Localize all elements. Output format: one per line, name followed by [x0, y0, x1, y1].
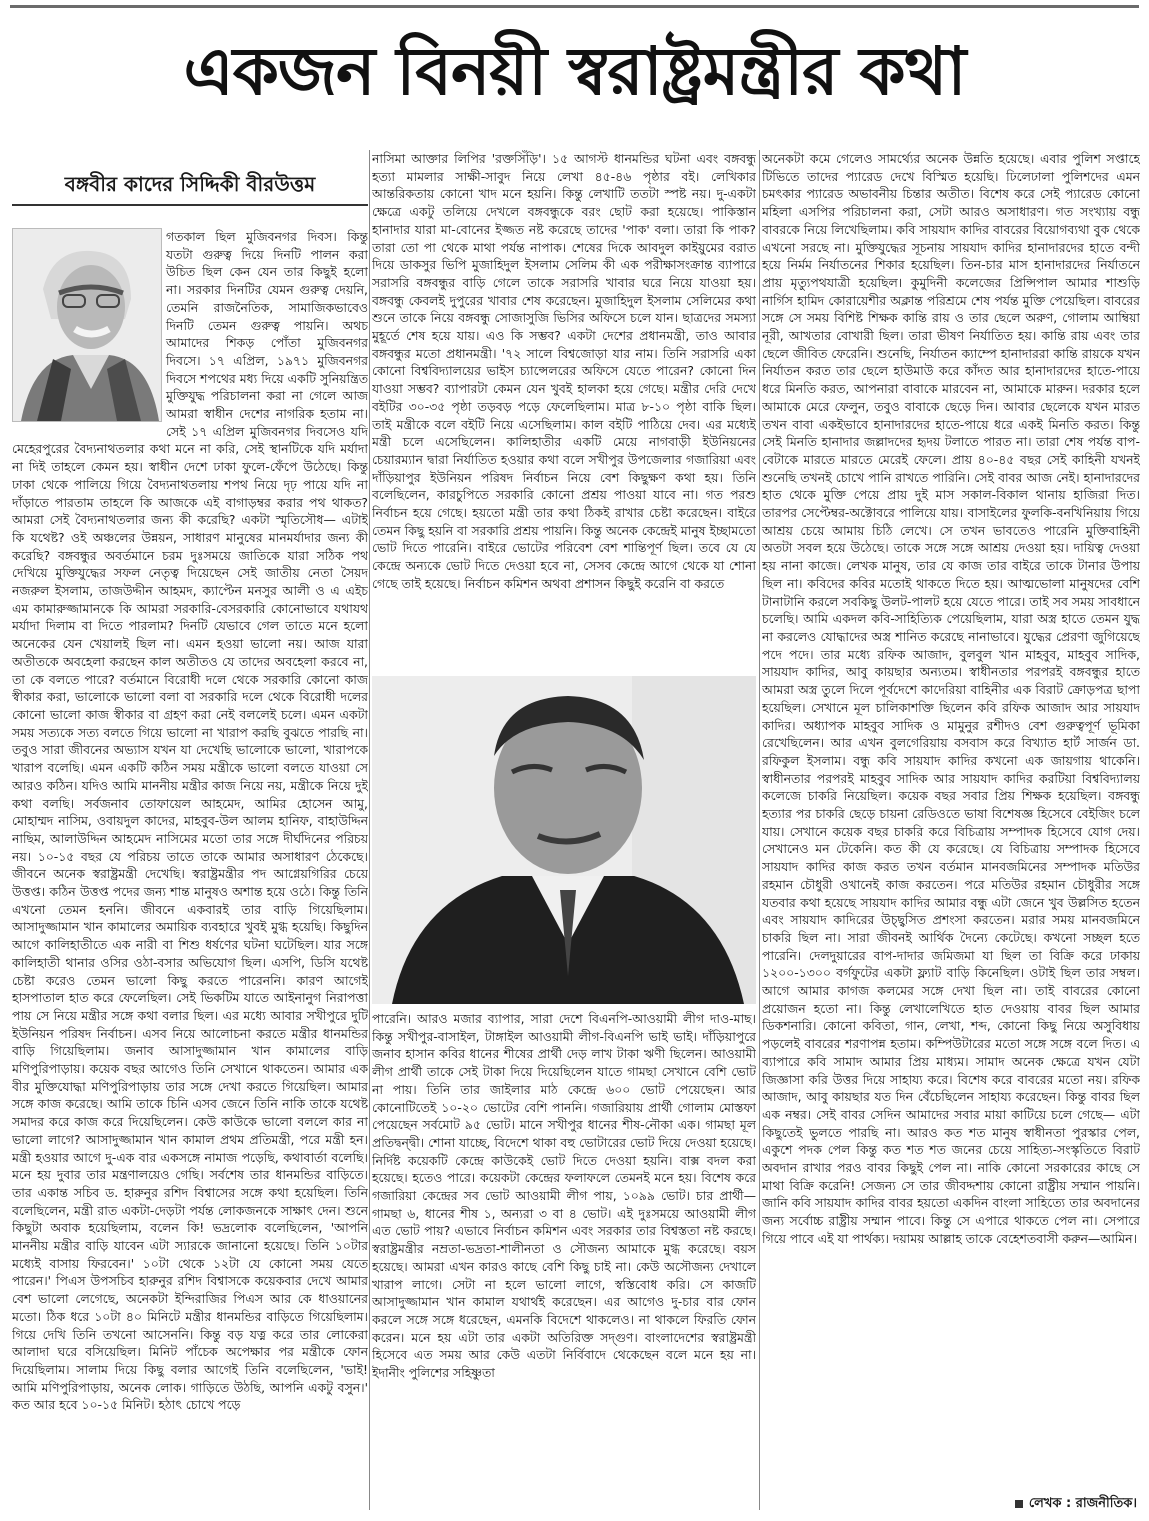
top-rule — [10, 5, 1139, 8]
article-column-3 — [762, 150, 1140, 1520]
column-1-text: গতকাল ছিল মুজিবনগর দিবস। কিন্তু যতটা গুরুত্ব দিয়ে দিনটি পালন করা উচিত ছিল কেন যেন তার কিছুই হলো না। সরকার দিনটির যেমন গুরুত্ব দেয়নি, তেমনি রাজনৈতিক, সামাজিকভাবেও দিনটি তেমন গুরুত্ব পায়নি। অথচ আমাদের শিকড় পোঁতা মুজিবনগর দিবসে। ১৭ এপ্রিল, ১৯৭১ মুজিবনগর দিবসে শপথের মধ্য দিয়ে একটি সুনিয়ন্ত্রিত মুক্তিযুদ্ধ পরিচালনা করা না গেলে আজ আমরা স্বাধীন দেশের নাগরিক হতাম না। সেই ১৭ এপ্রিল মুজিবনগর দিবসেও যদি মেহেরপুরের বৈদ্যনাথতলার কথা মনে না করি, সেই স্থানটিকে যদি মর্যাদা না দিই তাহলে কেমন হয়। স্বাধীন দেশে ঢাকা ফুলে-ফেঁপে উঠেছে। কিন্তু ঢাকা থেকে পালিয়ে গিয়ে বৈদ্যনাথতলায় শপথ নিয়ে দৃঢ় পায়ে যদি না দাঁড়াতে পারতাম তাহলে কি আজকে এই বাগাড়ম্বর করার পথ থাকত? আমরা সেই বৈদ্যনাথতলার জন্য কী করেছি? একটা স্মৃতিসৌধ— এটাই কি যথেষ্ট? ওই অঞ্চলের উন্নয়ন, সাধারণ মানুষের মানমর্যাদার জন্য কী করেছি? বঙ্গবন্ধুর অবর্তমানে চরম দুঃসময়ে জাতিকে যারা সঠিক পথ দেখিয়ে মুক্তিযুদ্ধের সফল নেতৃত্ব দিয়েছেন সেই জাতীয় নেতা সৈয়দ নজরুল ইসলাম, তাজউদ্দীন আহমদ, ক্যাপ্টেন মনসুর আলী ও এ এইচ এম কামারুজ্জামানকে কি আমরা সরকারি-বেসরকারি কোনোভাবে যথাযথ মর্যাদা দিলাম বা দিতে পারলাম? দিনটি যেভাবে গেল তাতে মনে হলো অনেকের যেন খেয়ালই ছিল না। এমন হওয়া ভালো নয়। আজ যারা অতীতকে অবহেলা করছেন কাল অতীতও যে তাদের অবহেলা করবে না, তা কে বলতে পারে? বর্তমানে বিরোধী দলে থেকে সরকারি কোনো কাজ স্বীকার করা, ভালোকে ভালো বলা বা সরকারি দলে থেকে বিরোধী দলের কোনো ভালো কাজ স্বীকার বা গ্রহণ করা নেই বললেই চলে। এমন একটা সময় সত্যকে সত্য বলতে গিয়ে ভালো না খারাপ করছি বুঝতে পারছি না। তবুও সারা জীবনের অভ্যাস যখন যা দেখেছি ভালোকে ভালো, খারাপকে খারাপ বলেছি। এমন একটি কঠিন সময় মন্ত্রীকে ভালো বলতে যাওয়া সে আরও কঠিন। যদিও আমি মাননীয় মন্ত্রীর কাজ নিয়ে নয়, মন্ত্রীকে নিয়ে দুই কথা বলছি। সর্বজনাব তোফায়েল আহমেদ, আমির হোসেন আমু, মোহাম্মদ নাসিম, ওবায়দুল কাদের, মাহবুব-উল আলম হানিফ, বাহাউদ্দিন নাছিম, আলাউদ্দিন আহমেদ নাসিমের মতো তার সঙ্গে দীর্ঘদিনের পরিচয় নয়। ১০-১৫ বছর যে পরিচয় তাতে তাকে আমার অসাধারণ ঠেকেছে। জীবনে অনেক স্বরাষ্ট্রমন্ত্রী দেখেছি। স্বরাষ্ট্রমন্ত্রীর পদ আগ্নেয়গিরির চেয়ে উত্তপ্ত। কঠিন উত্তপ্ত পদের জন্য শান্ত মানুষও অশান্ত হয়ে ওঠে। কিন্তু তিনি এখনো তেমন হননি। জীবনে একবারই তার বাড়ি গিয়েছিলাম। আসাদুজ্জামান খান কামালের অমায়িক ব্যবহারে খুবই মুগ্ধ হয়েছি। কিছুদিন আগে কালিহাতীতে এক নারী বা শিশু ধর্ষণের ঘটনা ঘটেছিল। যার সঙ্গে কালিহাতী থানার ওসির ওঠা-বসার অভিযোগ ছিল। এসপি, ডিসি যথেষ্ট চেষ্টা করেও তেমন ভালো কিছু করতে পারেননি। কারণ আগেই হাসপাতাল হাত করে ফেলেছিল। সেই ভিকটিম যাতে আইনানুগ নিরাপত্তা পায় সে নিয়ে মন্ত্রীর সঙ্গে কথা বলার ছিল। এর মধ্যে আবার সখীপুরে দুটি ইউনিয়ন পরিষদ নির্বাচন। এসব নিয়ে আলোচনা করতে মন্ত্রীর ধানমন্ডির বাড়ি গিয়েছিলাম। জনাব আসাদুজ্জামান খান কামালের বাড়ি মণিপুরিপাড়ায়। কয়েক বছর আগেও তিনি সেখানে থাকতেন। আমার এক বীর মুক্তিযোদ্ধা মণিপুরিপাড়ায় তার সঙ্গে দেখা করতে গিয়েছিল। আমার সঙ্গে কাজ করেছে। আমি তাকে চিনি এসব জেনে তিনি নাকি তাকে যথেষ্ট সমাদর করে কাজ করে দিয়েছিলেন। কেউ কাউকে ভালো বললে কার না ভালো লাগে? আসাদুজ্জামান খান কামাল প্রথম প্রতিমন্ত্রী, পরে মন্ত্রী হন। মন্ত্রী হওয়ার আগে দু-এক বার একসঙ্গে নামাজ পড়েছি, কথাবার্তা বলেছি। মনে হয় দুবার তার মন্ত্রণালয়েও গেছি। সর্বশেষ তার ধানমন্ডির বাড়িতে। তার একান্ত সচিব ড. হারুনুর রশিদ বিশ্বাসের সঙ্গে কথা হয়েছিল। তিনি বলেছিলেন, মন্ত্রী রাত একটা-দেড়টা পর্যন্ত লোকজনকে সাক্ষাৎ দেন। শুনে কিছুটা অবাক হয়েছিলাম, বলেন কি! ভদ্রলোক বলেছিলেন, 'আপনি মাননীয় মন্ত্রীর বাড়ি যাবেন এটা স্যারকে জানানো হয়েছে। তিনি ১০টার মধ্যেই বাসায় ফিরবেন।' ১০টা থেকে ১২টা যে কোনো সময় যেতে পারেন।' পিএস উপসচিব হারুনুর রশিদ বিশ্বাসকে কয়েকবার দেখে আমার বেশ ভালো লেগেছে, অনেকটা ইন্দিরাজির পিএস আর কে ধাওয়ানের মতো। ঠিক ধরে ১০টা ৪০ মিনিটে মন্ত্রীর ধানমন্ডির বাড়িতে গিয়েছিলাম। গিয়ে দেখি তিনি তখনো আসেননি। কিন্তু বড় যত্ন করে তার লোকেরা আলাদা ঘরে বসিয়েছিল। মিনিট পাঁচেক অপেক্ষার পর মন্ত্রীকে ফোন দিয়েছিলাম। সালাম দিয়ে কিছু বলার আগেই তিনি বলেছিলেন, 'ভাই! আমি মণিপুরিপাড়ায়, অনেক লোক। গাড়িতে উঠছি, আপনি একটু বসুন।' কত আর হবে ১০-১৫ মিনিট। হঠাৎ চোখে পড়ে — [12, 229, 368, 1413]
article-column-2-top — [372, 150, 756, 670]
credit-label: লেখক : — [1028, 1496, 1072, 1511]
column-divider-2 — [759, 150, 760, 1510]
article-column-2-bottom — [372, 1010, 756, 1510]
column-2-top-text: নাসিমা আক্তার লিপির 'রক্তসিঁড়ি'। ১৫ আগস্ট ধানমন্ডির ঘটনা এবং বঙ্গবন্ধু হত্যা মামলার সাক্ষী-সাবুদ নিয়ে লেখা ৪৫-৪৬ পৃষ্ঠার বই। লেখিকার আন্তরিকতায় কোনো খাদ মনে হয়নি। কিন্তু লেখাটি ততটা স্পষ্ট নয়। দু-একটা ক্ষেত্রে একটু তলিয়ে দেখলে বঙ্গবন্ধুকে বরং ছোট করা হয়েছে। পাকিস্তান হানাদার যারা মা-বোনের ইজ্জত নষ্ট করেছে তাদের 'পাক' বলা। তারা কি পাক? তারা তো পা থেকে মাথা পর্যন্ত নাপাক। শেষের দিকে আবদুল কাইয়ুমের বরাত দিয়ে ডাকসুর ভিপি মুজাহিদুল ইসলাম সেলিম কী এক পরীক্ষাসংক্রান্ত ব্যাপারে সরাসরি বঙ্গবন্ধুর বাড়ি গেলে তাকে সরাসরি খাবার ঘরে নিয়ে যাওয়া হয়। বঙ্গবন্ধু কেবলই দুপুরের খাবার শেষ করেছেন। মুজাহিদুল ইসলাম সেলিমের কথা শুনে তাকে নিয়ে বঙ্গবন্ধু সোজাসুজি ভিসির অফিসে চলে যান। ছাত্রদের সমস্যা মুহূর্তে শেষ হয়ে যায়। এও কি সম্ভব? একটা দেশের প্রধানমন্ত্রী, তাও আবার বঙ্গবন্ধুর মতো প্রধানমন্ত্রী। '৭২ সালে বিশ্বজোড়া যার নাম। তিনি সরাসরি একা কোনো বিশ্ববিদ্যালয়ের ভাইস চ্যান্সেলরের অফিসে যেতে পারেন? কোনো দিন যাওয়া সম্ভব? ব্যাপারটা কেমন যেন খুবই হালকা হয়ে গেছে। মন্ত্রীর দেরি দেখে বইটির ৩০-৩৫ পৃষ্ঠা তড়বড় পড়ে ফেলেছিলাম। মাত্র ৮-১০ পৃষ্ঠা বাকি ছিল। তাই মন্ত্রীকে বলে বইটি নিয়ে এসেছিলাম। কাল বইটি পাঠিয়ে দেব। এর মধ্যেই মন্ত্রী চলে এসেছিলেন। কালিহাতীর একটি মেয়ে নাগবাড়ী ইউনিয়নের চেয়ারম্যান দ্বারা নির্যাতিত হওয়ার কথা বলে সখীপুর উপজেলার গজারিয়া এবং দাঁড়িয়াপুর ইউনিয়ন পরিষদ নির্বাচন নিয়ে বেশ কিছুক্ষণ কথা হয়। তিনি বলেছিলেন, কারচুপিতে সরকারি কোনো প্রশ্রয় পাওয়া যাবে না। গত পরশু নির্বাচন হয়ে গেছে। হয়তো মন্ত্রী তার কথা ঠিকই রাখার চেষ্টা করেছেন। বাইরে তেমন কিছু হয়নি বা সরকারি প্রশ্রয় পায়নি। কিন্তু অনেক কেন্দ্রেই মানুষ ইচ্ছামতো ভোট দিতে পারেনি। বাইরে ভোটের পরিবেশ বেশ শান্তিপূর্ণ ছিল। তবে যে যে কেন্দ্রে অন্যকে ভোট দিতে দেওয়া হবে না, সেসব কেন্দ্রে আগে থেকে যা শোনা গেছে তাই হয়েছে। নির্বাচন কমিশন অথবা প্রশাসন কিছুই করেনি বা করতে — [372, 151, 756, 591]
column-2-bottom-text: পারেনি। আরও মজার ব্যাপার, সারা দেশে বিএনপি-আওয়ামী লীগ দাও-মাছ। কিন্তু সখীপুর-বাসাইল, টাঙ্গাইল আওয়ামী লীগ-বিএনপি ভাই ভাই। দাঁড়িয়াপুরে জনাব হাসান কবির ধানের শীষের প্রার্থী দেড় লাখ টাকা ঋণী ছিলেন। আওয়ামী লীগ প্রার্থী তাকে সেই টাকা দিয়ে দিয়েছিলেন যাতে গামছা সেখানে বেশি ভোট না পায়। তিনি তার জাইলার মাঠ কেন্দ্রে ৬০০ ভোট পেয়েছেন। আর কোনোটিতেই ১০-২০ ভোটের বেশি পাননি। গজারিয়ায় প্রার্থী গোলাম মোস্তফা পেয়েছেন সর্বমোট ৯৫ ভোট। মানে সখীপুর ধানের শীষ-নৌকা এক। গামছা মূল প্রতিদ্বন্দ্বী। শোনা যাচ্ছে, বিদেশে থাকা বহু ভোটারের ভোট দিয়ে দেওয়া হয়েছে। নির্দিষ্ট কয়েকটি কেন্দ্রে কাউকেই ভোট দিতে দেওয়া হয়নি। বাক্স বদল করা হয়েছে। হতেও পারে। কয়েকটা কেন্দ্রের ফলাফলে তেমনই মনে হয়। বিশেষ করে গজারিয়া কেন্দ্রের সব ভোট আওয়ামী লীগ পায়, ১০৯৯ ভোট। চার প্রার্থী— গামছা ৬, ধানের শীষ ১, অন্যরা ৩ বা ৪ ভোট। এই দুঃসময়ে আওয়ামী লীগ এত ভোট পায়? এভাবে নির্বাচন কমিশন এবং সরকার তার বিশ্বস্ততা নষ্ট করছে। স্বরাষ্ট্রমন্ত্রীর নম্রতা-ভদ্রতা-শালীনতা ও সৌজন্য আমাকে মুগ্ধ করেছে। বয়স হয়েছে। আমরা এখন কারও কাছে বেশি কিছু চাই না। কেউ অসৌজন্য দেখালে খারাপ লাগে। সেটা না হলে ভালো লাগে, স্বস্তিবোধ করি। সে কাজটি আসাদুজ্জামান খান কামাল যথার্থই করেছেন। এর আগেও দু-চার বার ফোন করলে সঙ্গে সঙ্গে ধরেছেন, এমনকি বিদেশে থাকলেও। না থাকলে ফিরতি ফোন করেন। মনে হয় এটা তার একটা অতিরিক্ত সদ্গুণ। বাংলাদেশের স্বরাষ্ট্রমন্ত্রী হিসেবে এত সময় আর কেউ এতটা নির্বিবাদে থেকেছেন বলে মনে হয় না। ইদানীং পুলিশের সহিষ্ণুতা — [372, 1011, 756, 1381]
author-credit — [1015, 1494, 1137, 1515]
bullet-square-icon — [1015, 1500, 1023, 1508]
column-3-text: অনেকটা কমে গেলেও সামর্থ্যের অনেক উন্নতি হয়েছে। এবার পুলিশ সপ্তাহে টিভিতে তাদের প্যারেড দেখে বিস্মিত হয়েছি। ঢিলেঢালা পুলিশদের এমন চমৎকার প্যারেড অভাবনীয় চিন্তার অতীত। বিশেষ করে সেই প্যারেড কোনো মহিলা এসপির পরিচালনা করা, সেটা আরও অসাধারণ। গত সংখ্যায় বন্ধু বাবরকে নিয়ে লিখেছিলাম। কবি সায়যাদ কাদির বাবরের বিয়োগব্যথা বুক থেকে এখনো সরছে না। মুক্তিযুদ্ধের সূচনায় সায়যাদ কাদির হানাদারদের হাতে বন্দী হয়ে নির্মম নির্যাতনের শিকার হয়েছিল। তিন-চার মাস হানাদারদের নির্যাতনে প্রায় মৃত্যুপথযাত্রী হয়েছিল। কুমুদিনী কলেজের প্রিন্সিপাল আমার শাশুড়ি নার্গিস হামিদ কোরায়েশীর অক্লান্ত পরিশ্রমে শেষ পর্যন্ত মুক্তি পেয়েছিল। বাবরের সঙ্গে সে সময় বিশিষ্ট শিক্ষক কান্তি রায় ও তার ছেলে অরুণ, গোলাম আম্বিয়া নূরী, আখতার বোখারী ছিল। তারা ভীষণ নির্যাতিত হয়। কান্তি রায় এবং তার ছেলে জীবিত ফেরেনি। শুনেছি, নির্যাতন ক্যাম্পে হানাদাররা কান্তি রায়কে যখন নির্যাতন করত তার ছেলে হাউমাউ করে কাঁদত আর হানাদারদের হাতে-পায়ে ধরে মিনতি করত, আপনারা বাবাকে মারবেন না, আমাকে মারুন। দরকার হলে আমাকে মেরে ফেলুন, তবুও বাবাকে ছেড়ে দিন। আবার ছেলেকে যখন মারত তখন বাবা একইভাবে হানাদারদের হাতে-পায়ে ধরে একই মিনতি করত। কিন্তু সেই মিনতি হানাদার জল্লাদদের হৃদয় টলাতে পারত না। তারা শেষ পর্যন্ত বাপ-বেটাকে মারতে মারতে মেরেই ফেলে। প্রায় ৪০-৪৫ বছর সেই কাহিনী যখনই শুনেছি তখনই চোখে পানি রাখতে পারিনি। সেই বাবর আজ নেই। হানাদারদের হাত থেকে মুক্তি পেয়ে প্রায় দুই মাস সকাল-বিকাল থানায় হাজিরা দিত। তারপর সেপ্টেম্বর-অক্টোবরে পালিয়ে যায়। বাসাইলের ফুলকি-বনখিনিয়ায় গিয়ে আশ্রয় চেয়ে আমায় চিঠি লেখে। সে তখন ভাবতেও পারেনি মুক্তিবাহিনী অতটা সবল হয়ে উঠেছে। তাকে সঙ্গে সঙ্গে আশ্রয় দেওয়া হয়। দায়িত্ব দেওয়া হয় নানা কাজে। লেখক মানুষ, তার যে কাজ তার বাইরে তাকে টানার উপায় ছিল না। কবিদের কবির মতোই থাকতে দিতে হয়। আত্মভোলা মানুষদের বেশি টানাটানি করলে সবকিছু উলট-পালট হয়ে যেতে পারে। তাই সব সময় সাবধানে চলেছি। আমি একদল কবি-সাহিত্যিক পেয়েছিলাম, যারা অস্ত্র হাতে তেমন যুদ্ধ না করলেও যোদ্ধাদের অস্ত্র শানিত করেছে নানাভাবে। যুদ্ধের প্রেরণা জুগিয়েছে পদে পদে। তার মধ্যে রফিক আজাদ, বুলবুল খান মাহবুব, মাহবুব সাদিক, সায়যাদ কাদির, আবু কায়ছার অন্যতম। স্বাধীনতার পরপরই বঙ্গবন্ধুর হাতে আমরা অস্ত্র তুলে দিলে পূর্বদেশে কাদেরিয়া বাহিনীর এক বিরাট ক্রোড়পত্র ছাপা হয়েছিল। সেখানে মূল চালিকাশক্তি ছিলেন কবি রফিক আজাদ আর সায়যাদ কাদির। অধ্যাপক মাহবুব সাদিক ও মামুনুর রশীদও বেশ গুরুত্বপূর্ণ ভূমিকা রেখেছিলেন। আর এখন বুলগেরিয়ায় বসবাস করে বিখ্যাত হার্ট সার্জন ডা. রফিকুল ইসলাম। বন্ধু কবি সায়যাদ কাদির কখনো এক জায়গায় থাকেনি। স্বাধীনতার পরপরই মাহবুব সাদিক আর সায়যাদ কাদির করটিয়া বিশ্ববিদ্যালয় কলেজে চাকরি নিয়েছিল। কয়েক বছর সবার প্রিয় শিক্ষক হয়েছিল। বঙ্গবন্ধু হত্যার পর চাকরি ছেড়ে চায়না রেডিওতে ভাষা বিশেষজ্ঞ হিসেবে বেইজিং চলে যায়। সেখানে কয়েক বছর চাকরি করে বিচিত্রায় সম্পাদক হিসেবে যোগ দেয়। সেখানেও মন টেকেনি। কত কী যে করেছে। যে বিচিত্রায় সম্পাদক হিসেবে সায়যাদ কাদির কাজ করত তখন বর্তমান মানবজমিনের সম্পাদক মতিউর রহমান চৌধুরী ওখানেই কাজ করতেন। পরে মতিউর রহমান চৌধুরীর সঙ্গে যতবার কথা হয়েছে সায়যাদ কাদির আমার বন্ধু এটা জেনে খুব উল্লসিত হতেন এবং সায়যাদ কাদিরের উচ্ছ্বসিত প্রশংসা করতেন। মরার সময় মানবজমিনে চাকরি ছিল না। সারা জীবনই আর্থিক দৈন্যে কেটেছে। কখনো সচ্ছল হতে পারেনি। দেলদুয়ারের বাপ-দাদার জমিজমা যা ছিল তা বিক্রি করে ঢাকায় ১২০০-১৩০০ বর্গফুটের একটা ফ্ল্যাট বাড়ি কিনেছিল। ওটাই ছিল তার সম্বল। আগে আমার কাগজ কলমের সঙ্গে দেখা ছিল না। তাই বাবরের কোনো প্রয়োজন হতো না। কিন্তু লেখালেখিতে হাত দেওয়ায় বাবর ছিল আমার ডিকশনারি। কোনো কবিতা, গান, লেখা, শব্দ, কোনো কিছু নিয়ে অসুবিধায় পড়লেই বাবরের শরণাপন্ন হতাম। কম্পিউটারের মতো সঙ্গে সঙ্গে বলে দিত। এ ব্যাপারে কবি সামাদ আমার প্রিয় মাধ্যম। সামাদ অনেক ক্ষেত্রে যখন যেটা জিজ্ঞাসা করি উত্তর দিয়ে সাহায্য করে। বিশেষ করে বাবরের মতো নয়। রফিক আজাদ, আবু কায়ছার যত দিন বেঁচেছিলেন সাহায্য করেছেন। কিন্তু বাবর ছিল এক নম্বর। সেই বাবর সেদিন আমাদের সবার মায়া কাটিয়ে চলে গেছে— এটা কিছুতেই ভুলতে পারছি না। আরও কত শত মানুষ স্বাধীনতা পুরস্কার পেল, একুশে পদক পেল কিন্তু কত শত শত জনের চেয়ে সাহিত্য-সংস্কৃতিতে বিরাট অবদান রাখার পরও বাবর কিছুই পেল না। নাকি কোনো সরকারের কাছে সে মাথা বিক্রি করেনি! সেজন্য সে তার জীবদ্দশায় কোনো রাষ্ট্রীয় সম্মান পায়নি। জানি কবি সায়যাদ কাদির বাবর হয়তো একদিন বাংলা সাহিত্যে তার অবদানের জন্য সর্বোচ্চ রাষ্ট্রীয় সম্মান পাবে। কিন্তু সে এপারে থাকতে পেল না। সেপারে গিয়ে পাবে এই যা পার্থক্য। দয়াময় আল্লাহ তাকে বেহেশতবাসী করুন—আমিন। — [762, 151, 1140, 1246]
column-divider-1 — [369, 150, 370, 1510]
byline: বঙ্গবীর কাদের সিদ্দিকী বীরউত্তম — [12, 164, 368, 206]
credit-role: রাজনীতিক। — [1075, 1496, 1137, 1511]
author-photo — [12, 228, 162, 422]
headline: একজন বিনয়ী স্বরাষ্ট্রমন্ত্রীর কথা — [183, 33, 966, 110]
minister-photo — [372, 676, 756, 1004]
